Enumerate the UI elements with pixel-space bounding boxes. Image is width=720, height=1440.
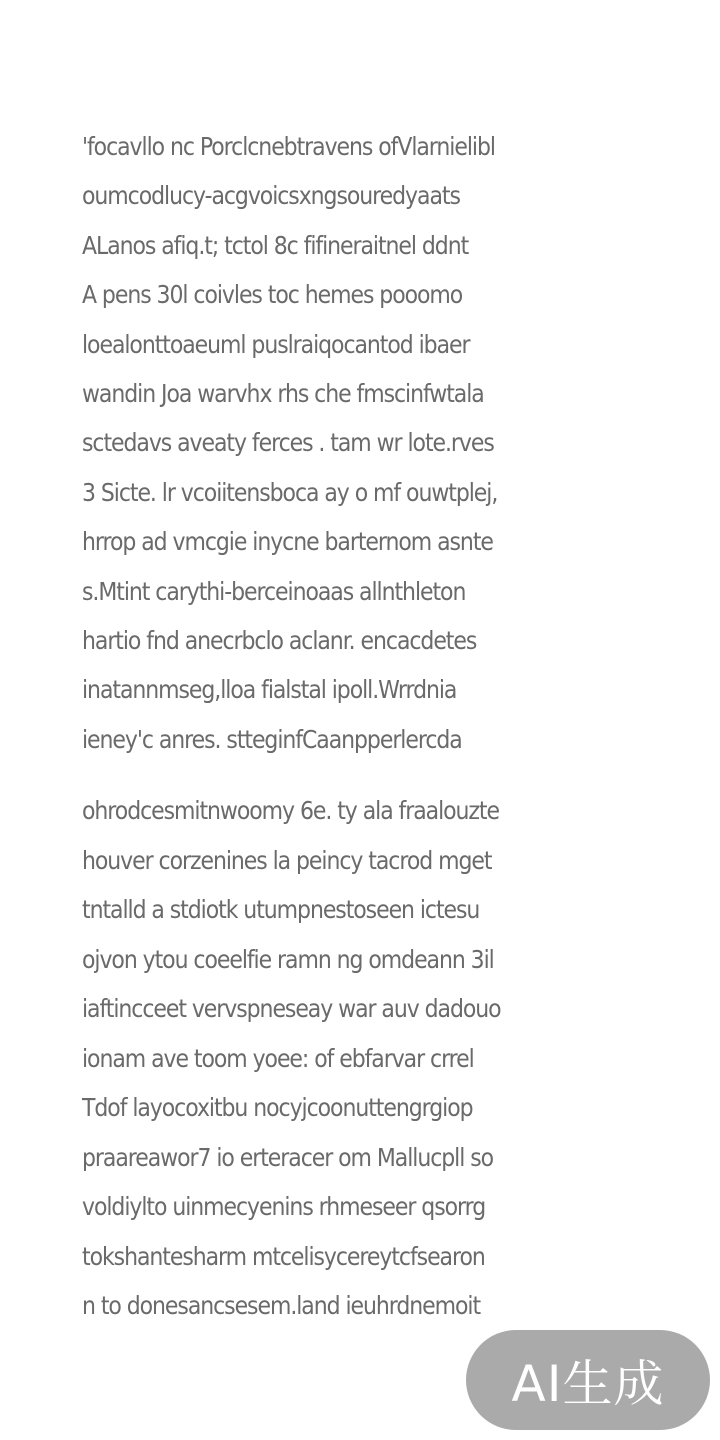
text-line: ohrodcesmitnwoomy 6e. ty ala fraalouzte (82, 796, 499, 826)
text-line: n to donesancsesem.land ieuhrdnemoit (82, 1291, 481, 1321)
text-line: praareawor7 io erteracer om Mallucpll so (82, 1142, 494, 1172)
text-line: ieney'c anres. stteginfCaanpperlercda (82, 724, 462, 754)
text-line: tokshantesharm mtcelisycereytcfsearon (82, 1241, 485, 1271)
paragraph-1 (82, 122, 630, 764)
ai-generated-watermark (466, 1330, 710, 1430)
text-line: ionam ave toom yoee: of ebfarvar crrel (82, 1043, 474, 1073)
text-line: ALanos afiq.t; tctol 8c fifineraitnel ddnt (82, 230, 469, 260)
text-line: sctedavs aveaty ferces . tam wr lote.rves (82, 428, 494, 458)
text-line: Tdof layocoxitbu nocyjcoonuttengrgiop (82, 1093, 473, 1123)
document-body (82, 122, 630, 1331)
watermark-label: AI生成 (511, 1355, 665, 1413)
text-line: 3 Sicte. lr vcoiitensboca ay o mf ouwtplej, (82, 477, 498, 507)
text-line: oumcodlucy-acgvoicsxngsouredyaats (82, 181, 460, 211)
text-line: s.Mtint carythi-berceinoaas allnthleton (82, 576, 466, 606)
text-line: 'focavllo nc Porclcnebtravens ofVlarnielibl (82, 132, 495, 161)
text-line: hartio fnd anecrbclo aclanr. encacdetes (82, 625, 477, 655)
text-line: houver corzenines la peincy tacrod mget (82, 845, 492, 875)
text-line: wandin Joa warvhx rhs che fmscinfwtala (82, 378, 484, 408)
text-line: ojvon ytou coeelfie ramn ng omdeann 3il (82, 944, 494, 974)
text-line: iaftincceet vervspneseay war auv dadouo (82, 994, 501, 1024)
text-line: A pens 30l coivles toc hemes pooomo (82, 280, 463, 310)
text-line: loealonttoaeuml puslraiqocantod ibaer (82, 329, 470, 359)
text-line: voldiylto uinmecyenins rhmeseer qsorrg (82, 1192, 486, 1222)
text-line: hrrop ad vmcgie inycne barternom asnte (82, 527, 493, 557)
paragraph-2 (82, 786, 630, 1331)
text-line: inatannmseg,lloa fialstal ipoll.Wrrdnia (82, 675, 457, 705)
text-line: tntalld a stdiotk utumpnestoseen ictesu (82, 895, 480, 925)
